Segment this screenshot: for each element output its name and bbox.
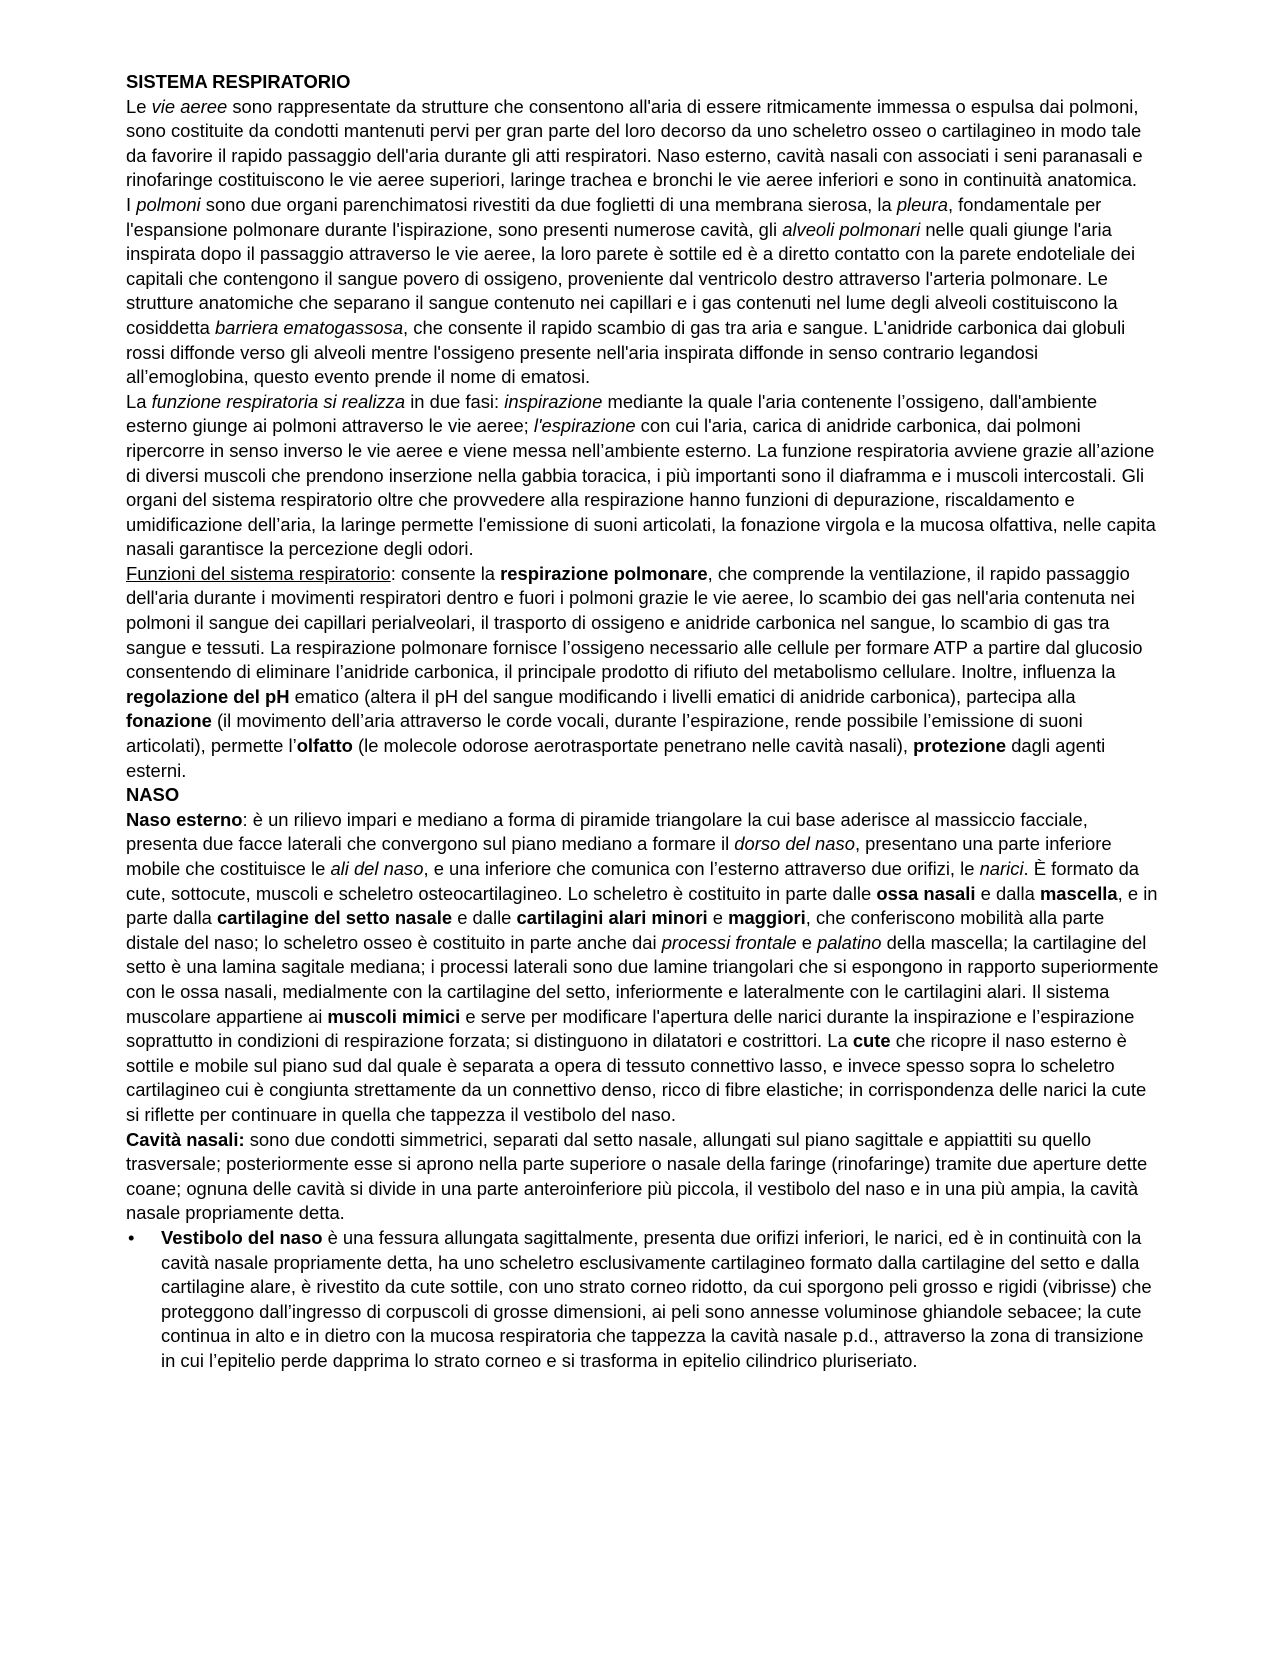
text-run: Funzioni del sistema respiratorio <box>126 562 391 584</box>
text-run: (il movimento dell’aria attraverso le corde vocali, durante l’espirazione, rende possibile l’emissione di suoni articolati), permette l’ <box>126 710 1083 757</box>
text-run: sono due condotti simmetrici, separati dal setto nasale, allungati sul piano sagittale e appiattiti su quello trasversale; posteriormente esse si aprono nella parte superiore o nasale della faringe (rinofaringe) tramite due aperture dette coane; ognuna delle cavità si divide in una parte anteroinferiore più piccola, il vestibolo del naso e in una più ampia, la cavità nasale propriamente detta. <box>126 1128 1148 1224</box>
text-run: narici <box>979 858 1024 879</box>
text-run: respirazione polmonare <box>500 562 708 584</box>
text-run: l'espirazione <box>533 415 636 437</box>
text-run: funzione respiratoria si realizza <box>151 390 406 412</box>
text-run: Cavità nasali: <box>126 1128 245 1150</box>
text-run: muscoli mimici <box>327 1005 461 1027</box>
text-run: vie aeree <box>151 95 228 117</box>
text-run: Naso esterno <box>126 808 243 830</box>
text-run: inspirazione <box>504 390 603 412</box>
text-run: sono rappresentate da strutture che consentono all'aria di essere ritmicamente immessa o espulsa dai polmoni, sono costituite da condotti mantenuti pervi per gran parte del loro decorso da uno scheletro osseo o cartilagineo in modo tale da favorire il rapido passaggio dell'aria durante gli atti respiratori. Naso esterno, cavità nasali con associati i seni paranasali e rinofaringe costituiscono le vie aeree superiori, laringe trachea e bronchi le vie aeree inferiori e sono in continuità anatomica. <box>126 95 1143 191</box>
text-run: : è un rilievo impari e mediano a forma di piramide triangolare la cui base aderisce al massiccio facciale, presenta due facce laterali che convergono sul piano mediano a formare il <box>126 808 1088 855</box>
text-run: fonazione <box>126 710 212 732</box>
text-run: e dalle <box>452 907 517 929</box>
text-run: della mascella; la cartilagine del setto è una lamina sagitale mediana; i processi laterali sono due lamine triangolari che si espongono in rapporto superiormente con le ossa nasali, medialmente con la cartilagine del setto, inferiormente e lateralmente con le cartilagini alari. Il sistema muscolare appartiene ai <box>126 931 1159 1027</box>
text-run: alveoli polmonari <box>782 218 921 240</box>
text-run: che ricopre il naso esterno è sottile e mobile sul piano sud dal quale è separata a opera di tessuto connettivo lasso, e invece spesso sopra lo scheletro cartilagineo cui è congiunta strettamente da un connettivo denso, ricco di fibre elastiche; in corrispondenza delle narici la cute si riflette per continuare in quella che tappezza il vestibolo del naso. <box>126 1030 1147 1125</box>
document-page <box>126 70 1162 1373</box>
text-run: ossa nasali <box>876 882 976 904</box>
text-run: pleura <box>896 193 948 215</box>
document-title: SISTEMA RESPIRATORIO <box>126 71 351 92</box>
paragraph-naso-esterno <box>126 808 1162 1128</box>
text-run: , e una inferiore che comunica con l’esterno attraverso due orifizi, le <box>423 858 980 879</box>
text-run: ematico (altera il pH del sangue modificando i livelli ematici di anidride carbonica), partecipa alla <box>289 685 1076 707</box>
text-run: I <box>126 193 137 215</box>
section-heading-naso: NASO <box>126 784 180 806</box>
text-run: e <box>796 931 818 953</box>
text-run: Vestibolo del naso <box>161 1226 323 1248</box>
text-run: e <box>707 907 729 929</box>
text-run: (le molecole odorose aerotrasportate penetrano nelle cavità nasali), <box>352 735 914 757</box>
paragraph-vie-aeree <box>126 95 1162 193</box>
text-run: dorso del naso <box>734 833 855 855</box>
text-run: processi frontale <box>661 931 797 953</box>
text-run: è una fessura allungata sagittalmente, presenta due orifizi inferiori, le narici, ed è in continuità con la cavità nasale propriamente detta, ha uno scheletro esclusivamente cartilagineo formato dalla cartilagine del setto e dalla cartilagine alare, è rivestito da cute sottile, con uno strato corneo ridotto, da cui sporgono peli grosso e rigidi (vibrisse) che proteggono dall’ingresso di corpuscoli di grosse dimensioni, ai peli sono annesse voluminose ghiandole sebacee; la cute continua in alto e in dietro con la mucosa respiratoria che tappezza la cavità nasale p.d., attraverso la zona di transizione in cui l’epitelio perde dapprima lo strato corneo e si trasforma in epitelio cilindrico pluriseriato. <box>161 1226 1152 1371</box>
text-run: e dalla <box>975 882 1040 904</box>
text-run: in due fasi: <box>405 390 505 412</box>
text-run: nelle quali giunge l'aria inspirata dopo il passaggio attraverso le vie aeree, la loro parete è sottile ed è a diretto contatto con la parete endoteliale dei capitali che contengono il sangue povero di ossigeno, proveniente dal ventricolo destro attraverso l'arteria polmonare. Le strutture anatomiche che separano il sangue contenuto nei capillari e i gas contenuti nel lume degli alveoli costituiscono la cosiddetta <box>126 218 1136 338</box>
text-run: protezione <box>913 735 1007 757</box>
text-run: olfatto <box>296 735 353 757</box>
text-run: Le <box>126 95 152 117</box>
paragraph-cavita-nasali <box>126 1128 1162 1226</box>
text-run: cartilagine del setto nasale <box>217 907 453 929</box>
text-run: barriera ematogassosa <box>214 316 404 338</box>
paragraph-polmoni <box>126 193 1162 390</box>
text-run: palatino <box>817 931 882 953</box>
text-run: maggiori <box>728 907 806 929</box>
text-run: polmoni <box>136 193 201 215</box>
text-run: dagli agenti esterni. <box>126 735 1106 781</box>
text-run: cute <box>852 1030 891 1052</box>
text-run: , che conferiscono mobilità alla parte distale del naso; lo scheletro osseo è costituito in parte anche dai <box>126 907 1105 953</box>
text-run: , fondamentale per l'espansione polmonare durante l'ispirazione, sono presenti numerose cavità, gli <box>126 193 1102 240</box>
text-run: : consente la <box>390 562 501 584</box>
text-run: cartilagini alari minori <box>516 907 708 929</box>
bullet-vestibolo-del-naso <box>161 1226 1162 1374</box>
text-run: , e in parte dalla <box>126 882 1158 929</box>
text-run: e serve per modificare l'apertura delle narici durante la inspirazione e l’espirazione soprattutto in condizioni di respirazione forzata; si distinguono in dilatatori e costrittori. La <box>126 1005 1135 1052</box>
text-run: . È formato da cute, sottocute, muscoli e scheletro osteocartilagineo. Lo scheletro è costituito in parte dalle <box>126 858 1140 904</box>
text-run: regolazione del pH <box>126 685 290 707</box>
text-run: con cui l'aria, carica di anidride carbonica, dai polmoni ripercorre in senso inverso le vie aeree e viene messa nell’ambiente esterno. La funzione respiratoria avviene grazie all’azione di diversi muscoli che prendono inserzione nella gabbia toracica, i più importanti sono il diaframma e i muscoli intercostali. Gli organi del sistema respiratorio oltre che provvedere alla respirazione hanno funzioni di depurazione, riscaldamento e umidificazione dell’aria, la laringe permette l'emissione di suoni articolati, la fonazione virgola e la mucosa olfattiva, nelle capita nasali garantisce la percezione degli odori. <box>126 415 1156 560</box>
text-run: mascella <box>1039 882 1118 904</box>
text-run: , che comprende la ventilazione, il rapido passaggio dell'aria durante i movimenti respiratori dentro e fuori i polmoni grazie le vie aeree, lo scambio dei gas nell'aria contenuta nei polmoni il sangue dei capillari perialveolari, il trasporto di ossigeno e anidride carbonica nel sangue, lo scambio di gas tra sangue e tessuti. La respirazione polmonare fornisce l’ossigeno necessario alle cellule per formare ATP a partire dal glucosio consentendo di eliminare l’anidride carbonica, il principale prodotto di rifiuto del metabolismo cellulare. Inoltre, influenza la <box>126 562 1143 683</box>
text-run: , presentano una parte inferiore mobile che costituisce le <box>126 833 1112 879</box>
text-run: La <box>126 390 152 412</box>
paragraph-funzione-respiratoria <box>126 390 1162 562</box>
text-run: , che consente il rapido scambio di gas tra aria e sangue. L'anidride carbonica dai globuli rossi diffonde verso gli alveoli mentre l'ossigeno presente nell'aria inspirata diffonde in senso contrario legandosi all’emoglobina, questo evento prende il nome di ematosi. <box>126 316 1126 388</box>
paragraph-funzioni-sistema <box>126 562 1162 783</box>
text-run: mediante la quale l'aria contenente l’ossigeno, dall'ambiente esterno giunge ai polmoni attraverso le vie aeree; <box>126 390 1098 437</box>
text-run: ali del naso <box>330 858 424 879</box>
text-run: sono due organi parenchimatosi rivestiti da due foglietti di una membrana sierosa, la <box>200 193 897 215</box>
bullet-list <box>126 1226 1162 1374</box>
